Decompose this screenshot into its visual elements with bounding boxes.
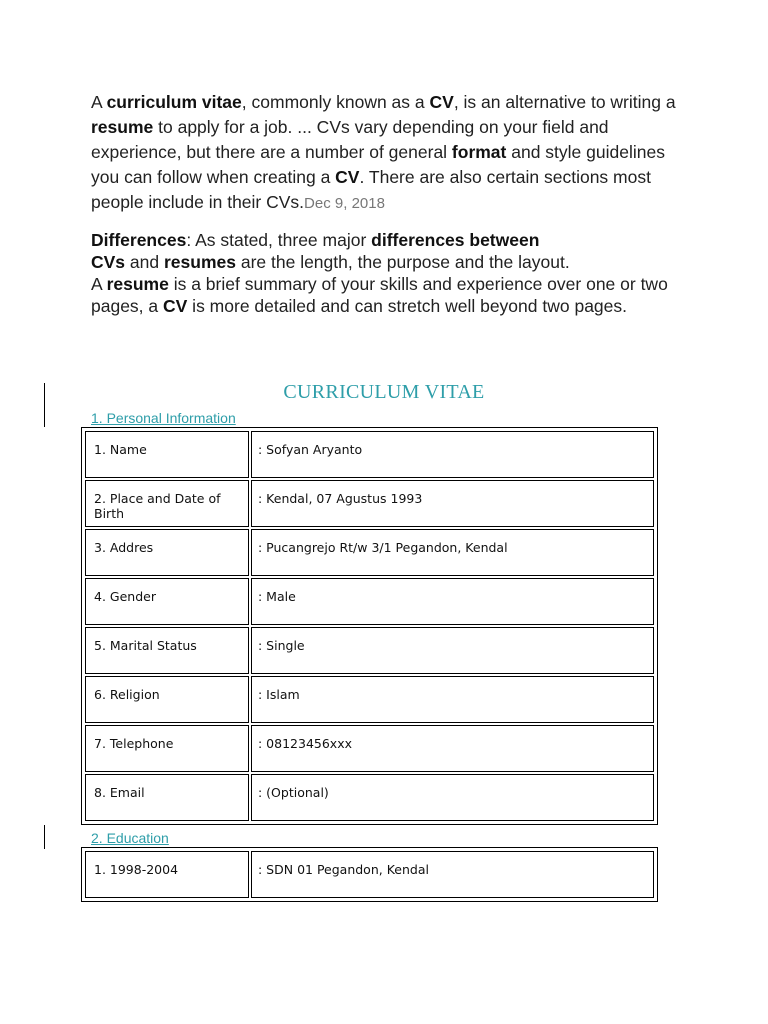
differences-line-1 <box>91 230 539 250</box>
differences-paragraph <box>91 229 691 317</box>
text-cursor <box>44 825 45 849</box>
text-run: and style guidelines you can follow when creating a <box>91 142 665 187</box>
field-label: 3. Addres <box>85 529 249 576</box>
field-value: : Islam <box>251 676 654 723</box>
text-run: format <box>451 142 507 162</box>
text-run: is more detailed and can stretch well beyond two pages. <box>187 296 628 316</box>
text-run: A <box>91 274 107 294</box>
text-run: CV <box>429 92 454 112</box>
education-heading: 2. Education <box>91 830 169 846</box>
field-value: : (Optional) <box>251 774 654 821</box>
text-run: CVs <box>91 252 126 272</box>
table-row <box>84 724 655 773</box>
table-row <box>84 773 655 822</box>
text-run: Differences <box>91 230 187 250</box>
table-row <box>84 850 655 899</box>
field-label: 1. 1998-2004 <box>85 851 249 898</box>
text-run: to apply for a job. ... CVs vary depending on your field and experience, but there are a number of general <box>91 117 609 162</box>
table-row <box>84 626 655 675</box>
text-run: differences between <box>371 230 540 250</box>
field-label: 8. Email <box>85 774 249 821</box>
field-label: 4. Gender <box>85 578 249 625</box>
field-value: : 08123456xxx <box>251 725 654 772</box>
text-run: CV <box>335 167 360 187</box>
table-row <box>84 675 655 724</box>
text-run: curriculum vitae <box>106 92 242 112</box>
field-value: : Kendal, 07 Agustus 1993 <box>251 480 654 527</box>
table-row <box>84 430 655 479</box>
table-row <box>84 528 655 577</box>
date-stamp: Dec 9, 2018 <box>304 195 385 212</box>
field-label: 7. Telephone <box>85 725 249 772</box>
text-run: , commonly known as a <box>241 92 430 112</box>
text-run: : As stated, three major <box>186 230 372 250</box>
field-value: : Male <box>251 578 654 625</box>
field-value: : SDN 01 Pegandon, Kendal <box>251 851 654 898</box>
intro-text <box>91 92 676 212</box>
field-label: 2. Place and Date of Birth <box>85 480 249 527</box>
text-run: is a brief summary of your skills and experience over one or two pages, a <box>91 274 668 316</box>
personal-info-table <box>81 427 658 825</box>
text-run: . There are also certain sections most people include in their CVs. <box>91 167 651 212</box>
cv-title: CURRICULUM VITAE <box>283 381 485 403</box>
table-row <box>84 479 655 528</box>
field-value: : Sofyan Aryanto <box>251 431 654 478</box>
text-run: A <box>91 92 107 112</box>
field-label: 6. Religion <box>85 676 249 723</box>
field-label: 5. Marital Status <box>85 627 249 674</box>
field-value: : Pucangrejo Rt/w 3/1 Pegandon, Kendal <box>251 529 654 576</box>
text-run: CV <box>163 296 188 316</box>
field-label: 1. Name <box>85 431 249 478</box>
table-row <box>84 577 655 626</box>
text-run: and <box>125 252 164 272</box>
differences-line-2 <box>91 252 570 272</box>
personal-info-heading: 1. Personal Information <box>91 410 236 426</box>
text-run: resume <box>106 274 169 294</box>
field-value: : Single <box>251 627 654 674</box>
intro-paragraph <box>91 90 691 216</box>
differences-line-3 <box>91 274 668 316</box>
education-table <box>81 847 658 902</box>
text-run: resume <box>91 117 154 137</box>
text-run: are the length, the purpose and the layout. <box>235 252 570 272</box>
text-run: , is an alternative to writing a <box>453 92 676 112</box>
text-run: resumes <box>163 252 236 272</box>
